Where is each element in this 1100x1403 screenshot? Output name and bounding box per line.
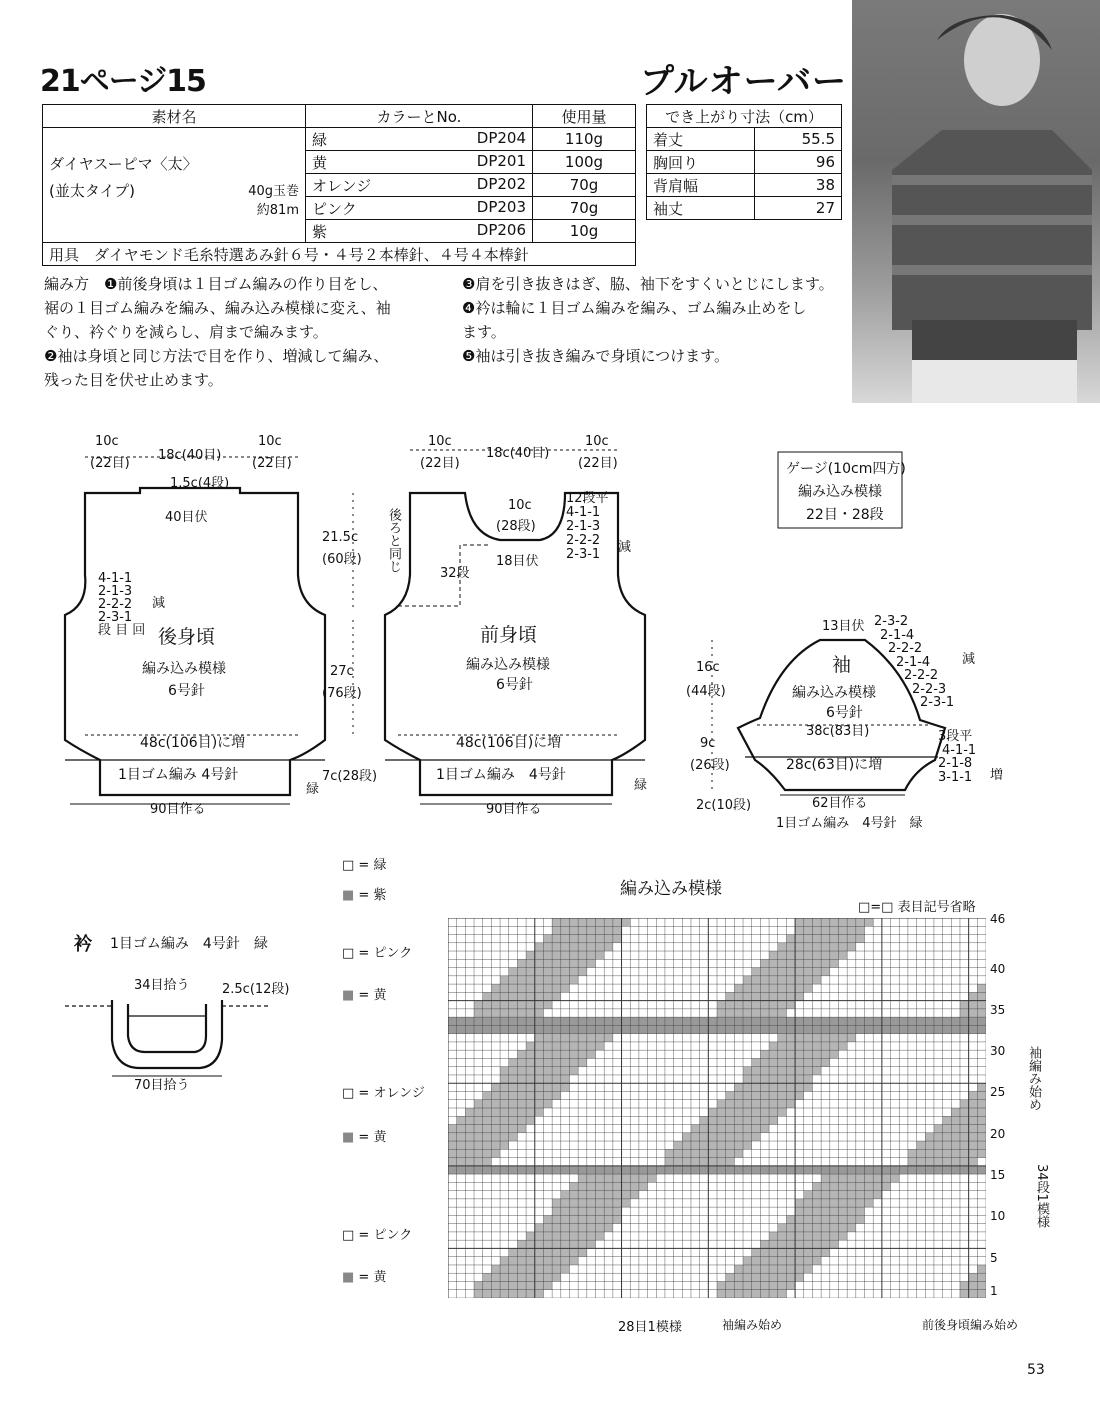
sleeve-rib: 1目ゴム編み 4号針 緑: [776, 816, 923, 831]
chart-bottom-body: 前後身頃編み始め: [922, 1318, 1019, 1332]
chart-title: 編み込み模様: [620, 879, 722, 899]
sleeve-h2b: (26段): [690, 758, 730, 773]
amount-cell: 110g: [533, 128, 636, 151]
legend-item: □ = ピンク: [342, 1228, 413, 1243]
sleeve-inc: 28c(63目)に増: [786, 757, 883, 773]
row-number: 46: [990, 912, 1006, 926]
sleeve-h3: 2c(10段): [696, 798, 752, 813]
row-number: 20: [990, 1126, 1006, 1141]
legend-item: ■ = 黄: [342, 988, 387, 1003]
front-rib: 1目ゴム編み 4号針: [436, 767, 566, 783]
chart-bottom-repeat: 28目1模様: [618, 1320, 682, 1335]
back-w-right: 10c: [258, 434, 282, 449]
back-neck: 1.5c(4段): [170, 476, 230, 491]
dim-h3: 7c(28段): [322, 769, 378, 784]
amount-cell: 10g: [533, 220, 636, 243]
back-title: 後身頃: [158, 626, 216, 648]
back-rib: 1目ゴム編み 4号針: [118, 767, 239, 783]
row-number: 5: [990, 1250, 998, 1265]
collar-pick2: 70目拾う: [134, 1078, 190, 1093]
size-value: 96: [755, 151, 842, 174]
collar-desc: 1目ゴム編み 4号針 緑: [110, 936, 268, 952]
size-value: 55.5: [755, 128, 842, 151]
col-header-color: カラーとNo.: [306, 105, 533, 128]
size-label: 胸回り: [647, 151, 755, 174]
sleeve-title: 袖: [832, 654, 852, 676]
legend-item: □ = オレンジ: [342, 1086, 425, 1101]
sleeve-needle: 6号針: [826, 705, 863, 721]
back-needle: 6号針: [168, 683, 205, 699]
legend-item: ■ = 黄: [342, 1130, 387, 1145]
color-row: ピンク DP203: [306, 197, 533, 220]
size-header: でき上がり寸法（cm）: [647, 105, 842, 128]
front-rows32: 32段: [440, 566, 470, 581]
size-label: 背肩幅: [647, 174, 755, 197]
row-number: 1: [990, 1283, 998, 1298]
col-header-amount: 使用量: [533, 105, 636, 128]
back-w-right2: (22目): [252, 456, 292, 471]
sleeve-cast: 62目作る: [812, 796, 868, 811]
dim-h2b: (76段): [322, 686, 362, 701]
chart-repeat-rows: 34段1模様: [1034, 1164, 1049, 1228]
front-neck-bind: 18目伏: [496, 554, 539, 569]
legend-item: □ = 緑: [342, 858, 387, 873]
sleeve-h1: 16c: [696, 660, 720, 675]
front-w-right2: (22目): [578, 456, 618, 471]
back-w-left: 10c: [95, 434, 119, 449]
page-number: 53: [1027, 1362, 1045, 1378]
color-row: 黄 DP201: [306, 151, 533, 174]
size-value: 27: [755, 197, 842, 220]
gauge-line3: 22目・28段: [806, 507, 884, 523]
back-green: 緑: [306, 782, 320, 797]
legend-item: □ = ピンク: [342, 946, 413, 961]
yarn-name: ダイヤスーピマ〈太〉: [49, 154, 198, 173]
front-w-mid: 18c(40目): [486, 446, 550, 461]
front-dec: 12段平 4-1-1 2-1-3 2-2-2 2-3-1: [566, 491, 609, 562]
knit-chart-grid: [448, 918, 986, 1298]
sleeve-dec-word: 減: [962, 652, 976, 667]
dim-h1: 21.5c: [322, 530, 359, 545]
front-pattern: 編み込み模様: [466, 657, 550, 673]
row-number: 25: [990, 1085, 1006, 1100]
size-label: 袖丈: [647, 197, 755, 220]
gauge-line2: 編み込み模様: [798, 484, 882, 500]
row-number: 15: [990, 1168, 1006, 1183]
front-w-left2: (22目): [420, 456, 460, 471]
sleeve-inc-rows: 3段平 4-1-1 2-1-8 3-1-1: [938, 729, 977, 785]
sleeve-pattern: 編み込み模様: [792, 685, 876, 701]
yarn-ball: 40g玉巻: [248, 183, 299, 199]
sleeve-h2: 9c: [700, 736, 716, 751]
sleeve-top: 13目伏: [822, 619, 865, 634]
front-same: 後ろと同じ: [386, 508, 401, 573]
gauge-line1: ゲージ(10cm四方): [786, 461, 906, 477]
back-cast: 90目作る: [150, 802, 206, 817]
collar-depth: 2.5c(12段): [222, 982, 290, 997]
front-needle: 6号針: [496, 677, 533, 693]
size-value: 38: [755, 174, 842, 197]
col-header-material: 素材名: [43, 105, 306, 128]
color-row: オレンジ DP202: [306, 174, 533, 197]
color-row: 紫 DP206: [306, 220, 533, 243]
amount-cell: 70g: [533, 174, 636, 197]
collar-pick1: 34目拾う: [134, 978, 190, 993]
front-title: 前身頃: [480, 624, 538, 646]
yarn-length: 約81m: [256, 202, 299, 218]
front-neck-w: 10c: [508, 498, 532, 513]
chart-sleeve-start: 袖編み始め: [1026, 1046, 1041, 1111]
legend-item: ■ = 紫: [342, 888, 387, 903]
pattern-title: プルオーバー: [640, 62, 847, 102]
sleeve-width: 38c(83目): [806, 724, 870, 739]
size-label: 着丈: [647, 128, 755, 151]
amount-cell: 70g: [533, 197, 636, 220]
sleeve-inc-word: 増: [990, 768, 1004, 783]
back-inc: 48c(106目)に増: [140, 735, 246, 751]
front-green: 緑: [634, 778, 648, 793]
row-number: 35: [990, 1002, 1006, 1017]
sleeve-dec: 2-3-2 2-1-4 2-2-2 2-1-4 2-2-2 2-2-3 2-3-1: [874, 614, 955, 710]
front-w-right: 10c: [585, 434, 609, 449]
front-dec-word: 減: [618, 540, 632, 555]
front-inc: 48c(106目)に増: [456, 735, 562, 751]
front-neck-w2: (28段): [496, 519, 536, 534]
yarn-type: (並太タイプ): [49, 181, 135, 200]
back-w-left2: (22目): [90, 456, 130, 471]
collar-title: 衿: [74, 934, 92, 955]
dim-h1b: (60段): [322, 552, 362, 567]
pattern-number: 21ページ15: [40, 64, 206, 99]
amount-cell: 100g: [533, 151, 636, 174]
chart-bottom-sleeve: 袖編み始め: [722, 1318, 783, 1332]
back-dec-word: 減: [152, 596, 166, 611]
tools-row: 用具 ダイヤモンド毛糸特選あみ針６号・４号２本棒針、４号４本棒針: [43, 243, 636, 266]
front-w-left: 10c: [428, 434, 452, 449]
back-bind: 40目伏: [165, 510, 208, 525]
row-number: 30: [990, 1044, 1006, 1059]
dim-h2: 27c: [330, 664, 354, 679]
color-row: 緑 DP204: [306, 128, 533, 151]
instructions-right: ❸肩を引き抜きはぎ、脇、袖下をすくいとじにします。 ❹衿は輪に１目ゴム編みを編み、ゴム編み止めをし ます。 ❺袖は引き抜き編みで身頃につけます。: [462, 275, 834, 365]
sleeve-h1b: (44段): [686, 684, 726, 699]
back-dec: 4-1-1 2-1-3 2-2-2 2-3-1 段 目 回: [98, 571, 146, 638]
instructions-left: 編み方 ❶前後身頃は１目ゴム編みの作り目をし、 裾の１目ゴム編みを編み、編み込み模様に変え、袖 ぐり、衿ぐりを減らし、肩まで編みます。 ❷袖は身頃と同じ方法で目を作り、増減して編み、 残った目を伏せ止めます。: [44, 275, 391, 389]
back-w-mid: 18c(40目): [158, 448, 222, 463]
front-cast: 90目作る: [486, 802, 542, 817]
back-pattern: 編み込み模様: [142, 661, 226, 677]
row-number: 40: [990, 961, 1006, 976]
row-number: 10: [990, 1209, 1006, 1224]
chart-note: □=□ 表目記号省略: [858, 900, 976, 915]
legend-item: ■ = 黄: [342, 1270, 387, 1285]
